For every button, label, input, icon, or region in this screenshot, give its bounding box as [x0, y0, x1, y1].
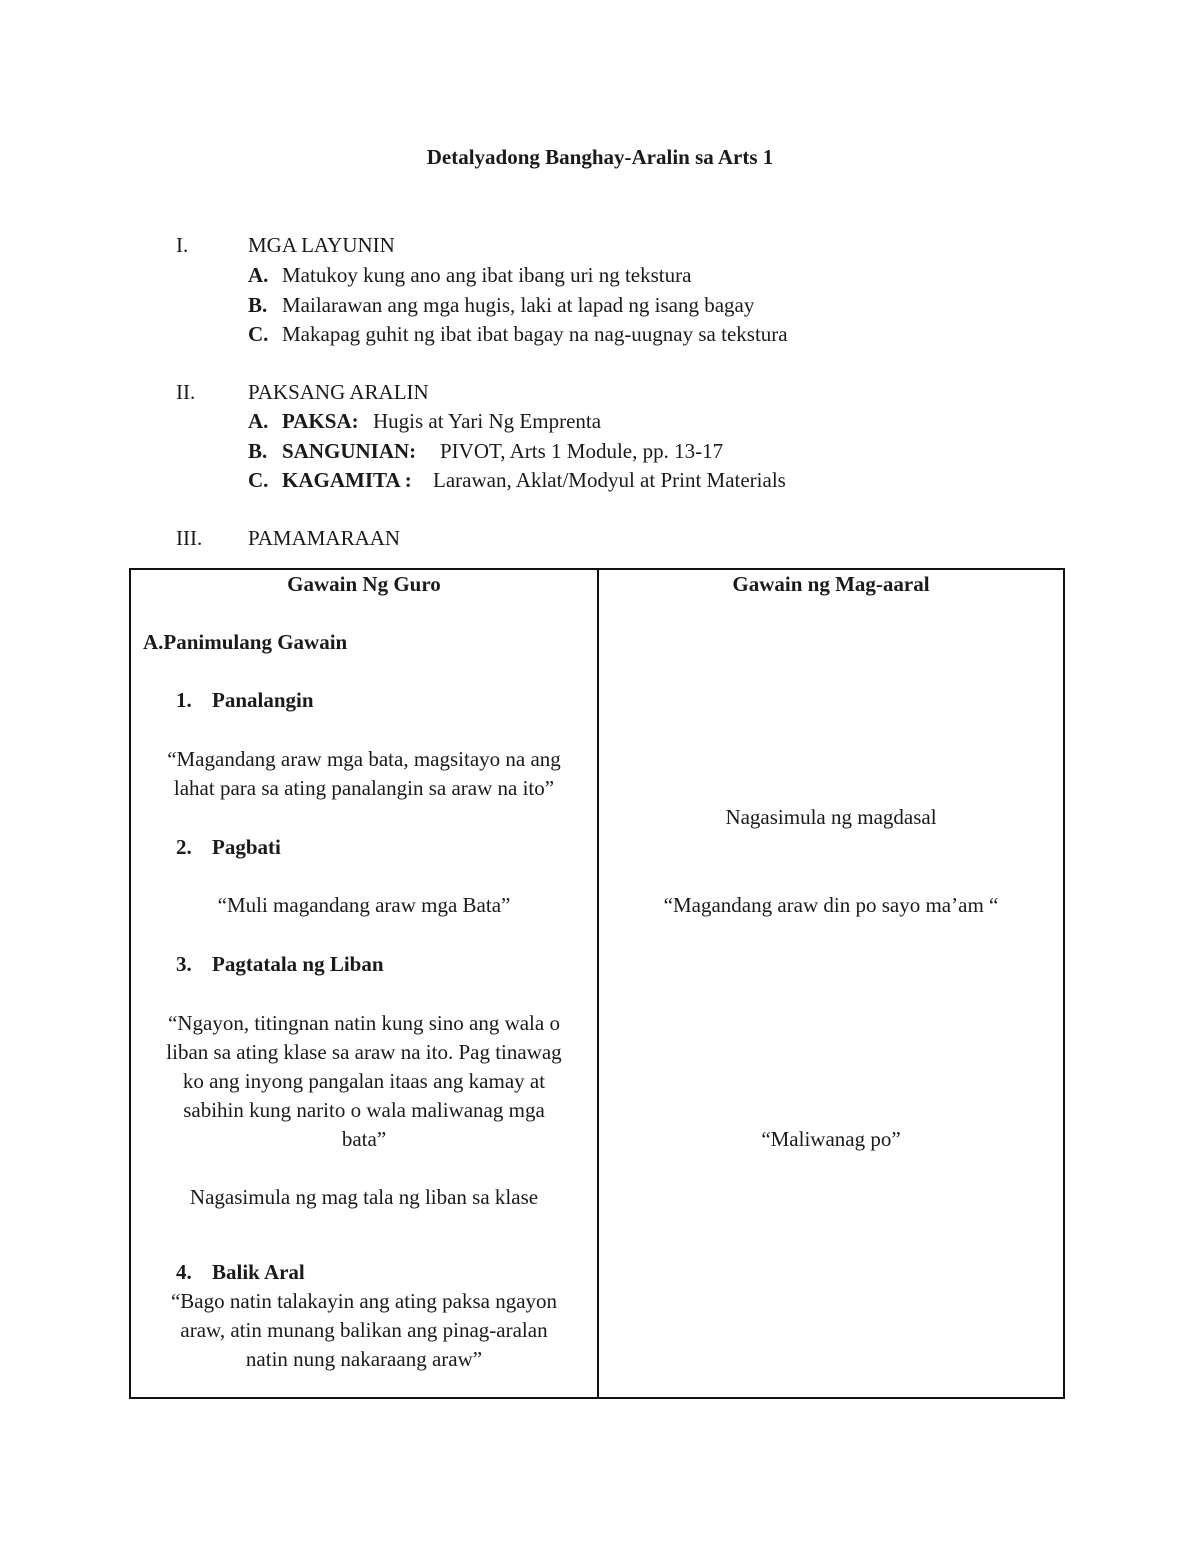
section-heading: MGA LAYUNIN [248, 233, 395, 257]
step-title: Panalangin [212, 688, 314, 712]
section-numeral: II. [176, 380, 196, 404]
teacher-quote-line: “Ngayon, titingnan natin kung sino ang wala o [168, 1011, 560, 1035]
part-heading: A.Panimulang Gawain [143, 630, 348, 654]
item-text: Matukoy kung ano ang ibat ibang uri ng tekstura [282, 263, 692, 287]
step-title: Pagbati [212, 835, 281, 859]
item-text: Hugis at Yari Ng Emprenta [373, 409, 602, 433]
teacher-quote-line: natin nung nakaraang araw” [245, 1347, 483, 1371]
item-letter: A. [248, 263, 269, 287]
teacher-column-header: Gawain Ng Guro [287, 572, 441, 596]
teacher-quote-line: araw, atin munang balikan ang pinag-aralan [180, 1318, 548, 1342]
teacher-quote-line: liban sa ating klase sa araw na ito. Pag tinawag [166, 1040, 562, 1064]
teacher-quote-line: sabihin kung narito o wala maliwanag mga [183, 1098, 545, 1122]
student-column-header: Gawain ng Mag-aaral [732, 572, 930, 596]
section-heading: PAKSANG ARALIN [248, 380, 429, 404]
teacher-quote-line: “Muli magandang araw mga Bata” [217, 893, 511, 917]
step-title: Pagtatala ng Liban [212, 952, 384, 976]
item-text: Mailarawan ang mga hugis, laki at lapad ng isang bagay [282, 293, 755, 317]
step-title: Balik Aral [212, 1260, 305, 1284]
teacher-quote-line: ko ang inyong pangalan itaas ang kamay at [182, 1069, 546, 1093]
item-text: Makapag guhit ng ibat ibat bagay na nag-uugnay sa tekstura [282, 322, 788, 346]
item-letter: A. [248, 409, 269, 433]
item-label: SANGUNIAN: [282, 439, 417, 463]
teacher-quote-line: lahat para sa ating panalangin sa araw na ito” [173, 776, 555, 800]
section-numeral: I. [176, 233, 189, 257]
item-letter: C. [248, 468, 269, 492]
student-response: “Maliwanag po” [761, 1127, 901, 1151]
item-letter: B. [248, 293, 268, 317]
section-numeral: III. [176, 526, 203, 550]
teacher-quote-line: “Bago natin talakayin ang ating paksa ngayon [170, 1289, 558, 1313]
item-text: PIVOT, Arts 1 Module, pp. 13-17 [440, 439, 724, 463]
step-number: 4. [176, 1260, 192, 1284]
section-heading: PAMAMARAAN [248, 526, 401, 550]
item-text: Larawan, Aklat/Modyul at Print Materials [433, 468, 786, 492]
step-number: 3. [176, 952, 192, 976]
item-label: KAGAMITA : [282, 468, 412, 492]
item-letter: B. [248, 439, 268, 463]
item-letter: C. [248, 322, 269, 346]
step-number: 1. [176, 688, 192, 712]
teacher-note: Nagasimula ng mag tala ng liban sa klase [189, 1185, 539, 1209]
student-response: “Magandang araw din po sayo ma’am “ [663, 893, 999, 917]
teacher-quote-line: bata” [341, 1127, 387, 1151]
student-response: Nagasimula ng magdasal [725, 805, 937, 829]
item-label: PAKSA: [282, 409, 359, 433]
document-title: Detalyadong Banghay-Aralin sa Arts 1 [426, 145, 774, 169]
teacher-quote-line: “Magandang araw mga bata, magsitayo na ang [167, 747, 561, 771]
step-number: 2. [176, 835, 192, 859]
column-divider [597, 568, 599, 1399]
